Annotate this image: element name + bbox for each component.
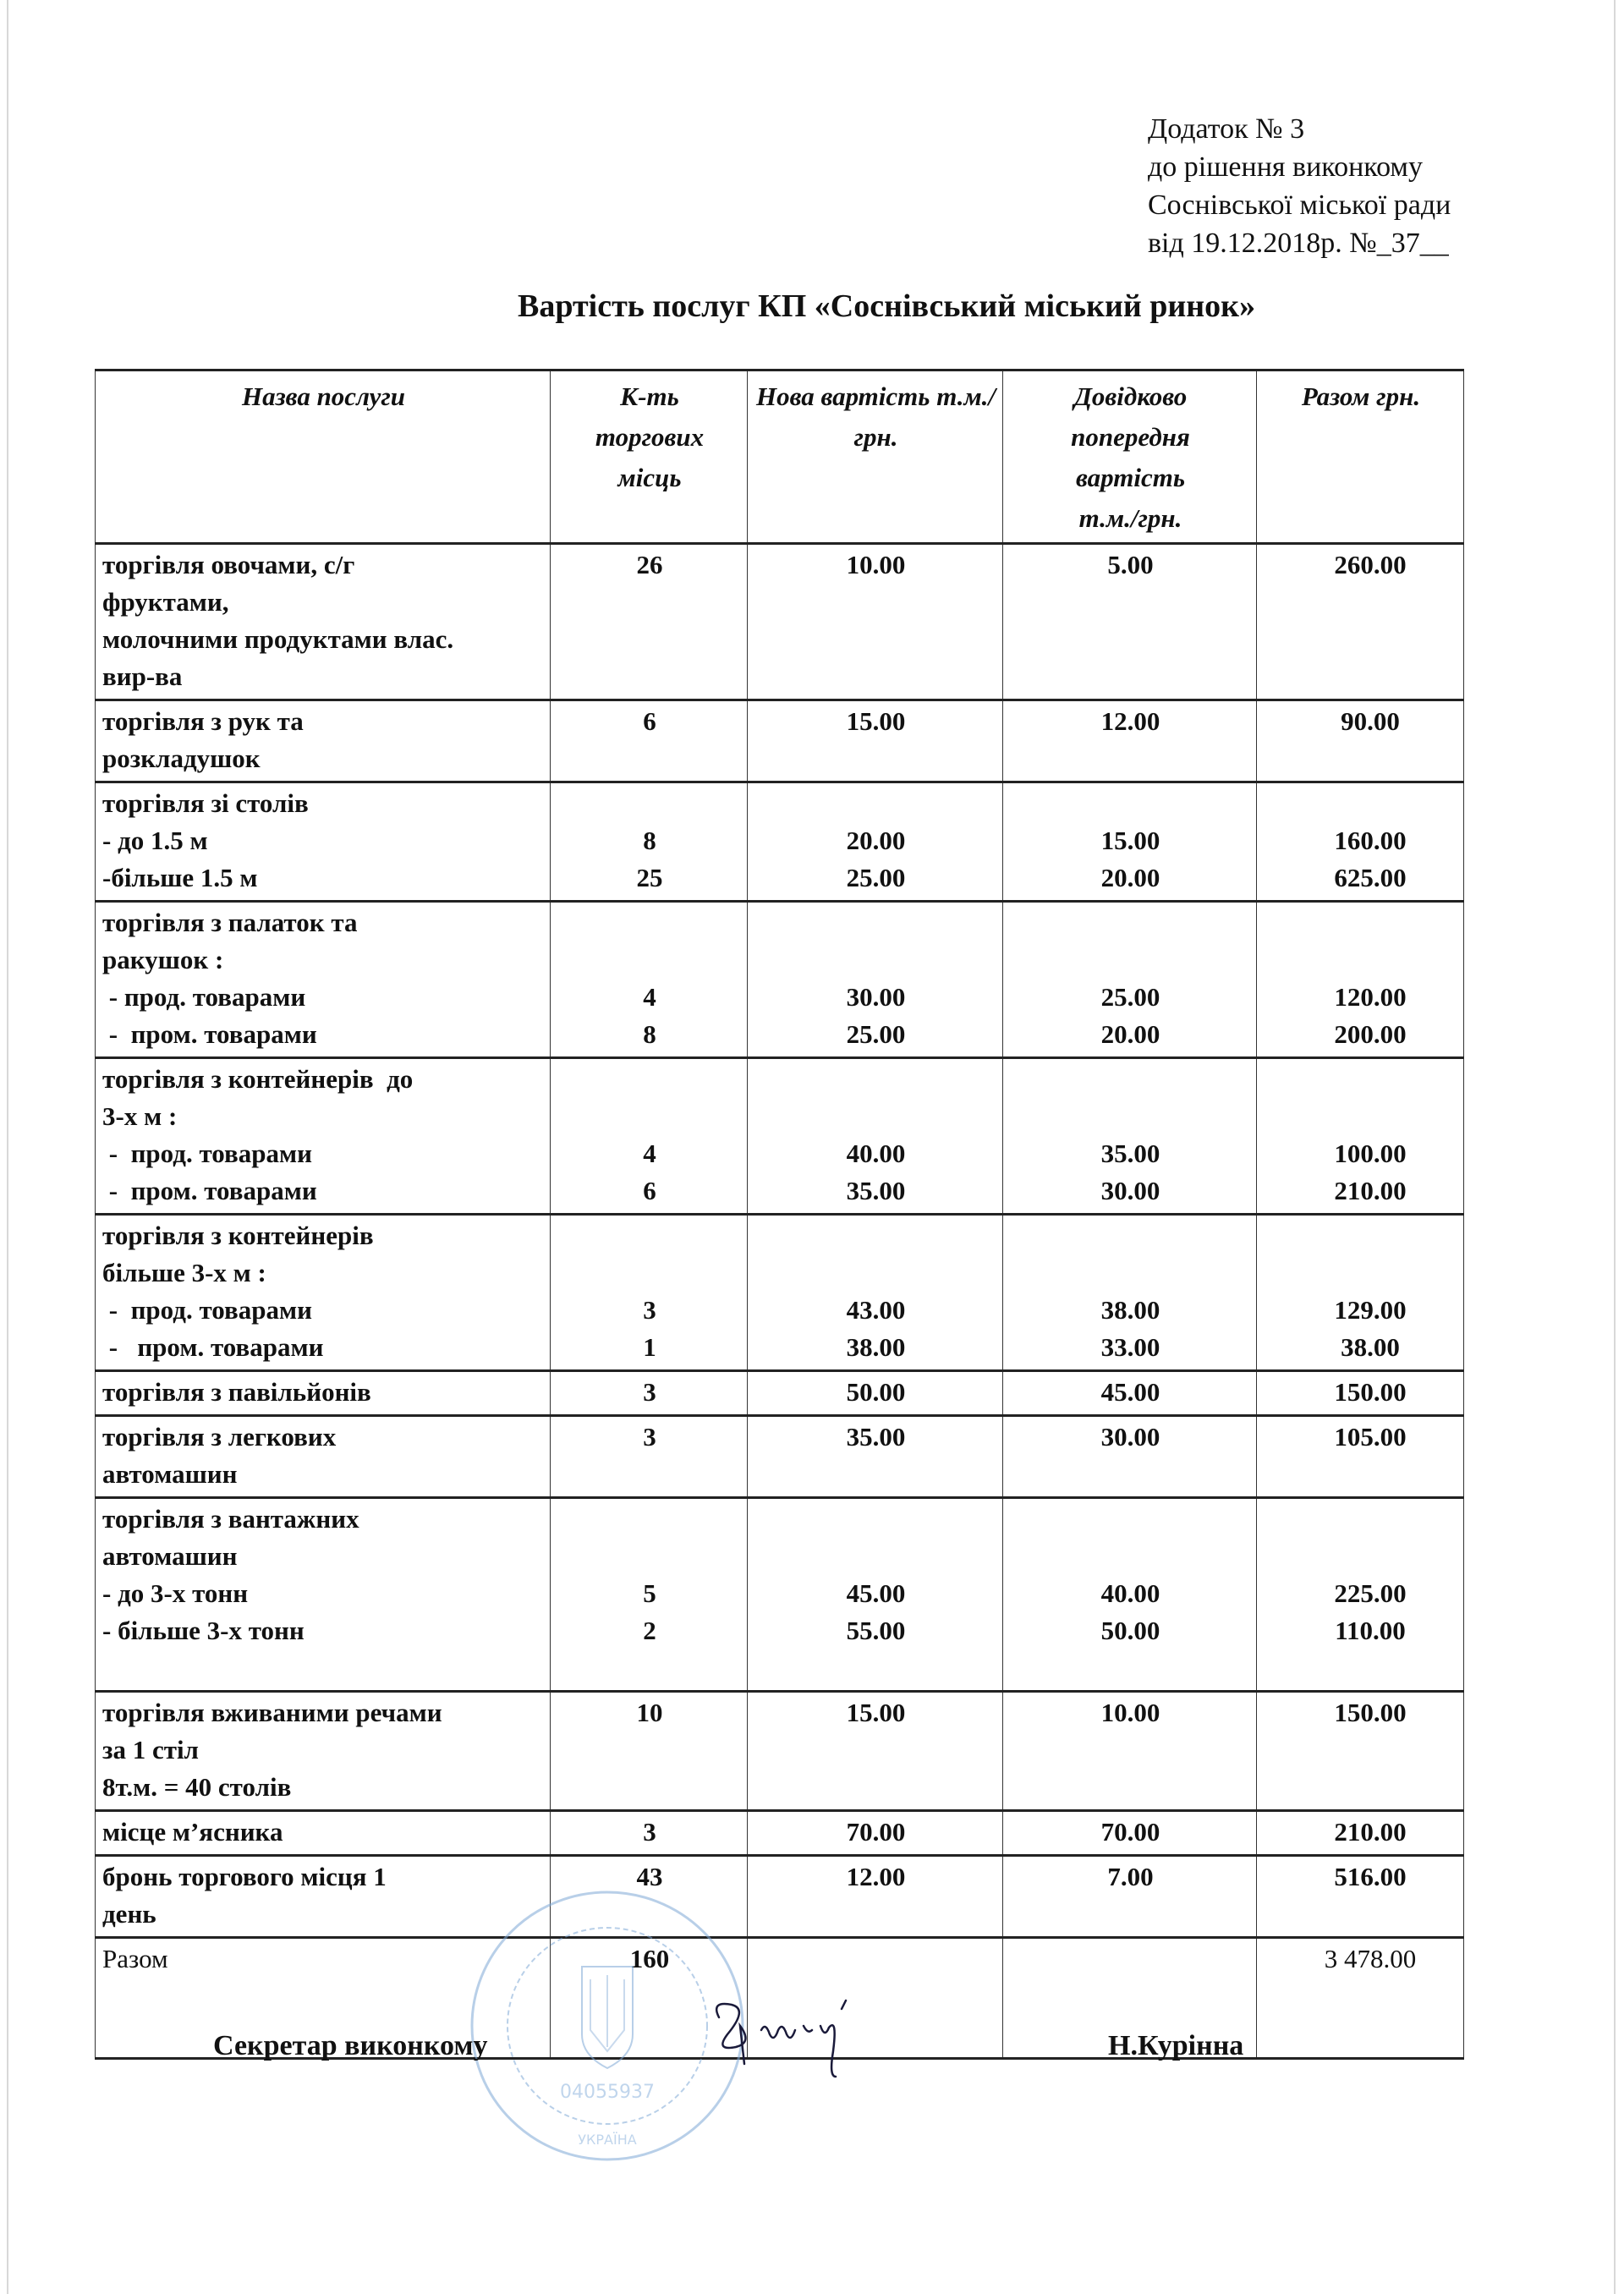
signature-block <box>0 2030 1624 2081</box>
cell-count <box>551 1498 748 1692</box>
cell-total <box>1257 1058 1464 1215</box>
sub-total: 625.00 <box>1334 863 1407 892</box>
scan-edge-left <box>7 0 8 2294</box>
name-line: торгівля з палаток та <box>102 908 358 937</box>
appendix-date: від 19.12.2018р. №_37__ <box>1148 228 1449 259</box>
appendix-council: Соснівської міської ради <box>1148 189 1451 221</box>
sub-new-price: 38.00 <box>846 1332 906 1362</box>
sub-total: 38.00 <box>1341 1332 1400 1362</box>
cell-prev-price <box>1003 1058 1257 1215</box>
cell-service-name <box>96 1416 551 1498</box>
tariff-table <box>95 369 1464 2060</box>
sub-prev-price: 20.00 <box>1100 1019 1160 1049</box>
sub-item-label: - пром. товарами <box>102 1332 324 1362</box>
sub-new-price: 30.00 <box>846 982 906 1012</box>
total-sum: 3 478.00 <box>1257 1938 1464 2059</box>
cell-new-price <box>748 1058 1003 1215</box>
name-line: торгівля з контейнерів <box>102 1221 374 1250</box>
cell-count <box>551 782 748 902</box>
name-line: молочними продуктами влас. <box>102 624 454 654</box>
cell-service-name <box>96 782 551 902</box>
cell-total <box>1257 1498 1464 1692</box>
sub-total: 210.00 <box>1334 1176 1407 1205</box>
cell-count: 3 <box>551 1416 748 1498</box>
table-row <box>96 1692 1464 1811</box>
sub-prev-price: 33.00 <box>1100 1332 1160 1362</box>
sub-total: 160.00 <box>1334 826 1407 855</box>
sub-new-price: 35.00 <box>846 1176 906 1205</box>
name-line: 3-х м : <box>102 1101 178 1131</box>
sub-count: 2 <box>643 1616 656 1645</box>
sub-total: 129.00 <box>1334 1295 1407 1325</box>
sub-new-price: 43.00 <box>846 1295 906 1325</box>
sub-count: 1 <box>643 1332 656 1362</box>
sub-new-price: 40.00 <box>846 1139 906 1168</box>
cell-prev-price: 5.00 <box>1003 544 1257 700</box>
sub-total: 110.00 <box>1335 1616 1406 1645</box>
name-line: торгівля з вантажних <box>102 1504 359 1534</box>
name-line: більше 3-х м : <box>102 1258 266 1287</box>
cell-prev-price <box>1003 782 1257 902</box>
cell-prev-price: 70.00 <box>1003 1811 1257 1856</box>
table-row <box>96 1416 1464 1498</box>
sub-new-price: 25.00 <box>846 863 906 892</box>
cell-new-price <box>748 902 1003 1058</box>
cell-new-price: 15.00 <box>748 1692 1003 1811</box>
cell-total: 516.00 <box>1257 1856 1464 1938</box>
cell-service-name <box>96 1811 551 1856</box>
cell-prev-price: 7.00 <box>1003 1856 1257 1938</box>
name-line: фруктами, <box>102 587 229 617</box>
cell-prev-price: 10.00 <box>1003 1692 1257 1811</box>
name-line: торгівля зі столів <box>102 788 309 818</box>
cell-count <box>551 902 748 1058</box>
cell-total: 150.00 <box>1257 1371 1464 1416</box>
cell-service-name <box>96 1692 551 1811</box>
sub-prev-price: 25.00 <box>1100 982 1160 1012</box>
cell-count: 43 <box>551 1856 748 1938</box>
header-total: Разом грн. <box>1257 370 1464 544</box>
sub-item-label: - більше 3-х тонн <box>102 1616 304 1645</box>
name-line: торгівля з рук та <box>102 706 304 736</box>
table-row <box>96 1058 1464 1215</box>
table-row <box>96 1215 1464 1371</box>
total-label: Разом <box>96 1938 551 2059</box>
cell-total: 260.00 <box>1257 544 1464 700</box>
sub-new-price: 55.00 <box>846 1616 906 1645</box>
cell-new-price: 35.00 <box>748 1416 1003 1498</box>
cell-prev-price <box>1003 902 1257 1058</box>
sub-prev-price: 15.00 <box>1100 826 1160 855</box>
sub-item-label: - до 3-х тонн <box>102 1578 249 1608</box>
sub-item-label: - прод. товарами <box>102 982 306 1012</box>
sub-prev-price: 38.00 <box>1100 1295 1160 1325</box>
cell-service-name <box>96 1058 551 1215</box>
name-line: розкладушок <box>102 744 261 773</box>
cell-service-name <box>96 544 551 700</box>
name-line: автомашин <box>102 1541 238 1571</box>
name-line: торгівля вживаними речами <box>102 1698 442 1727</box>
sub-prev-price: 20.00 <box>1100 863 1160 892</box>
cell-count: 26 <box>551 544 748 700</box>
cell-new-price: 12.00 <box>748 1856 1003 1938</box>
sub-total: 120.00 <box>1334 982 1407 1012</box>
header-count <box>551 370 748 544</box>
cell-total <box>1257 1215 1464 1371</box>
cell-new-price: 70.00 <box>748 1811 1003 1856</box>
document-title: Вартість послуг КП «Соснівський міський ринок» <box>518 288 1256 324</box>
sub-new-price: 45.00 <box>846 1578 906 1608</box>
name-line: день <box>102 1899 156 1929</box>
cell-new-price: 10.00 <box>748 544 1003 700</box>
cell-new-price <box>748 782 1003 902</box>
cell-new-price: 15.00 <box>748 700 1003 782</box>
sub-prev-price: 40.00 <box>1100 1578 1160 1608</box>
cell-total <box>1257 782 1464 902</box>
cell-new-price <box>748 1215 1003 1371</box>
name-line: торгівля з легкових <box>102 1422 337 1452</box>
appendix-number: Додаток № 3 <box>1148 113 1305 145</box>
table-row <box>96 1498 1464 1692</box>
name-line: торгівля з контейнерів до <box>102 1064 414 1094</box>
sub-count: 3 <box>643 1295 656 1325</box>
sub-new-price: 20.00 <box>846 826 906 855</box>
sub-count: 25 <box>636 863 663 892</box>
cell-count: 6 <box>551 700 748 782</box>
header-prev-price <box>1003 370 1257 544</box>
name-line: торгівля овочами, с/г <box>102 550 355 579</box>
sub-item-label: - прод. товарами <box>102 1295 312 1325</box>
cell-total: 210.00 <box>1257 1811 1464 1856</box>
cell-service-name <box>96 1215 551 1371</box>
sub-new-price: 25.00 <box>846 1019 906 1049</box>
sub-prev-price: 30.00 <box>1100 1176 1160 1205</box>
table-row <box>96 1811 1464 1856</box>
table-row <box>96 1856 1464 1938</box>
total-count: 160 <box>551 1938 748 2059</box>
table-row <box>96 902 1464 1058</box>
signatory-name: Н.Курінна <box>1108 2030 1244 2061</box>
cell-total: 150.00 <box>1257 1692 1464 1811</box>
header-new-price-text: Нова вартість т.м./грн. <box>755 381 996 452</box>
cell-service-name <box>96 700 551 782</box>
sub-count: 4 <box>643 982 656 1012</box>
stamp-code: 04055937 <box>560 2082 655 2103</box>
header-prev-price-text: Довідково попередня вартість т.м./грн. <box>1071 381 1190 533</box>
sub-prev-price: 50.00 <box>1100 1616 1160 1645</box>
sub-item-label: - прод. товарами <box>102 1139 312 1168</box>
sub-item-label: - пром. товарами <box>102 1019 317 1049</box>
sub-total: 225.00 <box>1334 1578 1407 1608</box>
sub-count: 8 <box>643 1019 656 1049</box>
stamp-country: УКРАЇНА <box>578 2132 637 2148</box>
cell-prev-price: 45.00 <box>1003 1371 1257 1416</box>
name-line: місце м’ясника <box>102 1817 283 1847</box>
cell-total <box>1257 902 1464 1058</box>
name-line: вир-ва <box>102 661 183 691</box>
sub-count: 5 <box>643 1578 656 1608</box>
header-new-price <box>748 370 1003 544</box>
sub-item-label: -більше 1.5 м <box>102 863 258 892</box>
name-line: автомашин <box>102 1459 238 1489</box>
cell-service-name <box>96 1498 551 1692</box>
cell-new-price <box>748 1498 1003 1692</box>
cell-prev-price: 30.00 <box>1003 1416 1257 1498</box>
table-row <box>96 782 1464 902</box>
signatory-position: Секретар виконкому <box>213 2030 488 2061</box>
cell-prev-price: 12.00 <box>1003 700 1257 782</box>
name-line: бронь торгового місця 1 <box>102 1862 387 1891</box>
cell-count: 3 <box>551 1811 748 1856</box>
sub-count: 8 <box>643 826 656 855</box>
cell-count: 10 <box>551 1692 748 1811</box>
sub-total: 100.00 <box>1334 1139 1407 1168</box>
cell-count: 3 <box>551 1371 748 1416</box>
name-line: 8т.м. = 40 столів <box>102 1772 292 1802</box>
header-service-name: Назва послуги <box>96 370 551 544</box>
table-row <box>96 700 1464 782</box>
header-count-text: К-ть торгових місць <box>595 381 705 492</box>
name-line: ракушок : <box>102 945 224 974</box>
appendix-header <box>1148 110 1451 262</box>
sub-count: 6 <box>643 1176 656 1205</box>
cell-total: 105.00 <box>1257 1416 1464 1498</box>
sub-total: 200.00 <box>1334 1019 1407 1049</box>
cell-service-name <box>96 1371 551 1416</box>
name-line: за 1 стіл <box>102 1735 199 1764</box>
cell-prev-price <box>1003 1215 1257 1371</box>
table-header-row <box>96 370 1464 544</box>
cell-service-name <box>96 902 551 1058</box>
cell-prev-price <box>1003 1498 1257 1692</box>
name-line: торгівля з павільйонів <box>102 1377 371 1407</box>
scan-edge-right <box>1614 0 1616 2294</box>
sub-prev-price: 35.00 <box>1100 1139 1160 1168</box>
cell-count <box>551 1215 748 1371</box>
sub-count: 4 <box>643 1139 656 1168</box>
table-row <box>96 544 1464 700</box>
cell-new-price: 50.00 <box>748 1371 1003 1416</box>
sub-item-label: - до 1.5 м <box>102 826 208 855</box>
sub-item-label: - пром. товарами <box>102 1176 317 1205</box>
cell-total: 90.00 <box>1257 700 1464 782</box>
cell-count <box>551 1058 748 1215</box>
table-row <box>96 1371 1464 1416</box>
appendix-decision: до рішення виконкому <box>1148 151 1423 183</box>
